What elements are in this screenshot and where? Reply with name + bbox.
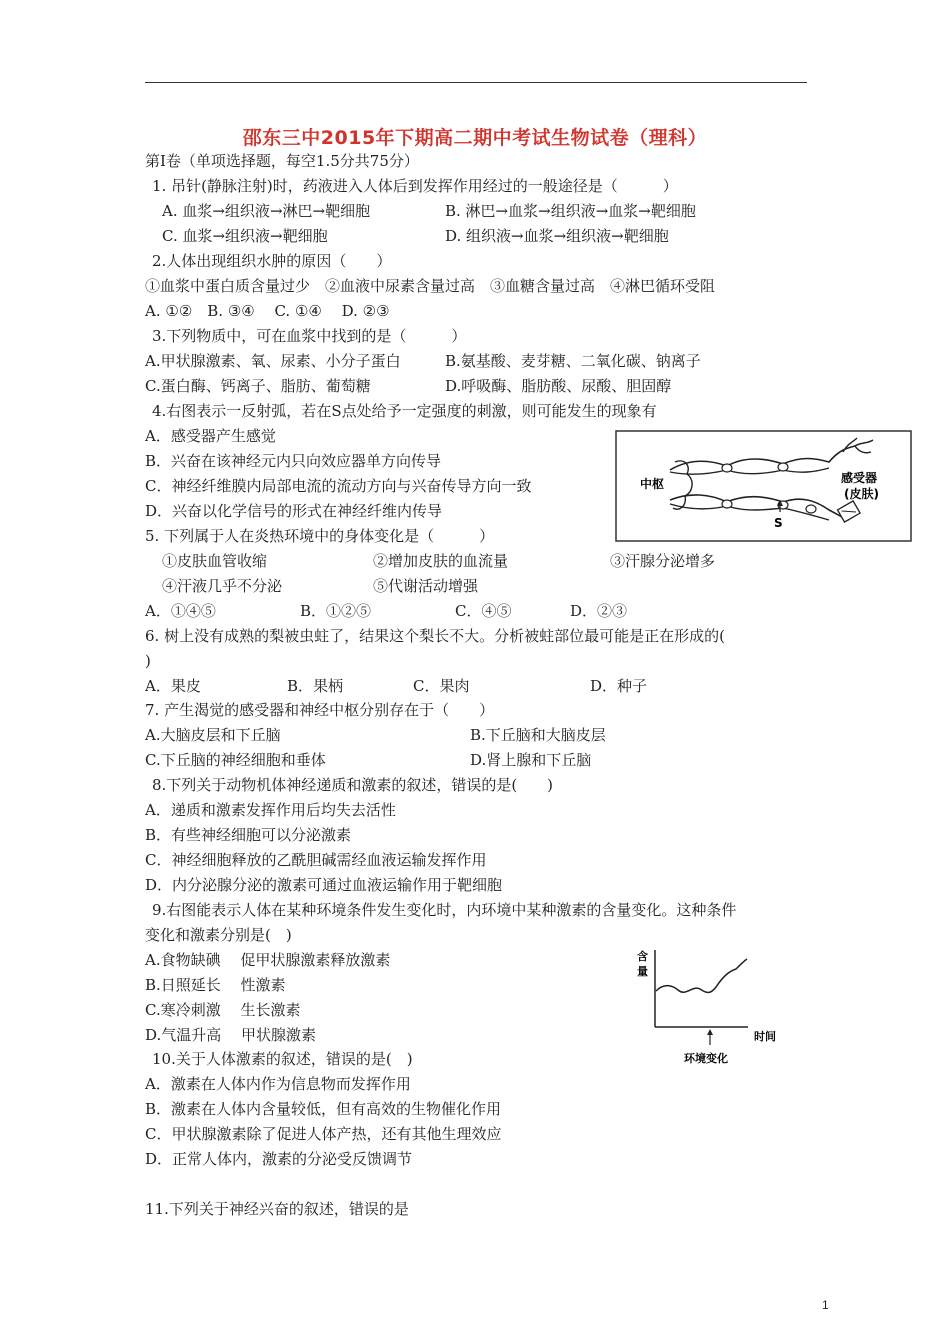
q8-stem: 8.下列关于动物机体神经递质和激素的叙述，错误的是( ) [152,776,554,794]
q6-stem: 6. 树上没有成熟的梨被虫蛀了，结果这个梨长不大。分析被蛀部位最可能是正在形成的( [145,627,725,645]
q2-options: A. ①② B. ③④ C. ①④ D. ②③ [145,302,390,320]
q6-option-b: B．果柄 [287,677,344,695]
q8-option-b: B．有些神经细胞可以分泌激素 [145,826,352,844]
q6-option-d: D．种子 [590,677,648,695]
q5-option-b: B．①②⑤ [300,602,372,620]
fig-xlabel: 时间 [754,1030,776,1043]
fig-ylabel-1: 含 [637,950,648,963]
q1-option-c: C. 血浆→组织液→靶细胞 [162,227,328,245]
q2-items: ①血浆中蛋白质含量过少 ②血液中尿素含量过高 ③血糖含量过高 ④淋巴循环受阻 [145,277,716,295]
q4-option-d: D．兴奋以化学信号的形式在神经纤维内传导 [145,502,443,520]
q10-stem: 10.关于人体激素的叙述，错误的是( ) [152,1050,413,1068]
fig-center-label: 中枢 [640,477,665,491]
q1-option-b: B. 淋巴→血浆→组织液→血浆→靶细胞 [445,202,696,220]
q7-option-d: D.肾上腺和下丘脑 [470,751,592,769]
q3-option-a: A.甲状腺激素、氧、尿素、小分子蛋白 [145,352,401,370]
hormone-curve-figure [630,945,790,1074]
q5-item-1: ①皮肤血管收缩 [162,552,268,570]
q7-option-a: A.大脑皮层和下丘脑 [145,726,281,744]
q9-option-a: A.食物缺碘 促甲状腺激素释放激素 [145,951,391,969]
q9-option-b: B.日照延长 性激素 [145,976,286,994]
q1-stem: 1. 吊针(静脉注射)时，药液进入人体后到发挥作用经过的一般途径是（ ） [152,177,678,195]
q8-option-a: A．递质和激素发挥作用后均失去活性 [145,801,396,819]
q2-stem: 2.人体出现组织水肿的原因（ ） [152,252,392,270]
q5-item-2: ②增加皮肤的血流量 [373,552,509,570]
q10-option-b: B．激素在人体内含量较低，但有高效的生物催化作用 [145,1100,502,1118]
q8-option-d: D．内分泌腺分泌的激素可通过血液运输作用于靶细胞 [145,876,503,894]
fig-arrow-label: 环境变化 [684,1052,728,1065]
q5-item-5: ⑤代谢活动增强 [373,577,479,595]
q5-stem: 5. 下列属于人在炎热环境中的身体变化是（ ） [145,527,495,545]
q3-option-c: C.蛋白酶、钙离子、脂肪、葡萄糖 [145,377,371,395]
fig-s-label: S [774,516,783,530]
q7-option-b: B.下丘脑和大脑皮层 [470,726,606,744]
q9-option-c: C.寒冷刺激 生长激素 [145,1001,301,1019]
fig-receptor-label: 感受器 [841,471,878,485]
q5-option-d: D．②③ [570,602,628,620]
fig-skin-label: (皮肤) [844,487,879,501]
q4-option-a: A．感受器产生感觉 [145,427,276,445]
q9-stem: 9.右图能表示人体在某种环境条件发生变化时，内环境中某种激素的含量变化。这种条件 [152,901,737,919]
fig-ylabel-2: 量 [637,965,648,978]
q5-option-c: C．④⑤ [455,602,512,620]
q9-stem-continued: 变化和激素分别是( ) [145,926,292,944]
q5-item-4: ④汗液几乎不分泌 [162,577,283,595]
q5-item-3: ③汗腺分泌增多 [610,552,716,570]
section-heading: 第Ⅰ卷（单项选择题，每空1.5分共75分） [145,152,419,170]
q3-option-b: B.氨基酸、麦芽糖、二氧化碳、钠离子 [445,352,701,370]
q9-option-d: D.气温升高 甲状腺激素 [145,1026,317,1044]
q11-stem: 11.下列关于神经兴奋的叙述，错误的是 [145,1200,409,1218]
q10-option-a: A．激素在人体内作为信息物而发挥作用 [145,1075,411,1093]
q7-stem: 7. 产生渴觉的感受器和神经中枢分别存在于（ ） [145,701,495,719]
q10-option-d: D．正常人体内，激素的分泌受反馈调节 [145,1150,413,1168]
q10-option-c: C．甲状腺激素除了促进人体产热，还有其他生理效应 [145,1125,502,1143]
header-rule [145,82,807,83]
exam-title: 邵东三中2015年下期高二期中考试生物试卷（理科） [242,127,708,149]
q3-option-d: D.呼吸酶、脂肪酸、尿酸、胆固醇 [445,377,672,395]
q4-stem: 4.右图表示一反射弧，若在S点处给予一定强度的刺激，则可能发生的现象有 [152,402,657,420]
q1-option-a: A. 血浆→组织液→淋巴→靶细胞 [162,202,371,220]
q5-option-a: A．①④⑤ [145,602,216,620]
q1-option-d: D. 组织液→血浆→组织液→靶细胞 [445,227,669,245]
reflex-arc-figure [615,430,912,546]
q8-option-c: C．神经细胞释放的乙酰胆碱需经血液运输发挥作用 [145,851,487,869]
q3-stem: 3.下列物质中，可在血浆中找到的是（ ） [152,327,467,345]
page-number: 1 [822,1298,829,1312]
q7-option-c: C.下丘脑的神经细胞和垂体 [145,751,326,769]
q4-option-c: C．神经纤维膜内局部电流的流动方向与兴奋传导方向一致 [145,477,532,495]
q6-option-c: C．果肉 [413,677,470,695]
q4-option-b: B．兴奋在该神经元内只向效应器单方向传导 [145,452,442,470]
q6-stem-continued: ) [145,652,151,670]
q6-option-a: A．果皮 [145,677,201,695]
